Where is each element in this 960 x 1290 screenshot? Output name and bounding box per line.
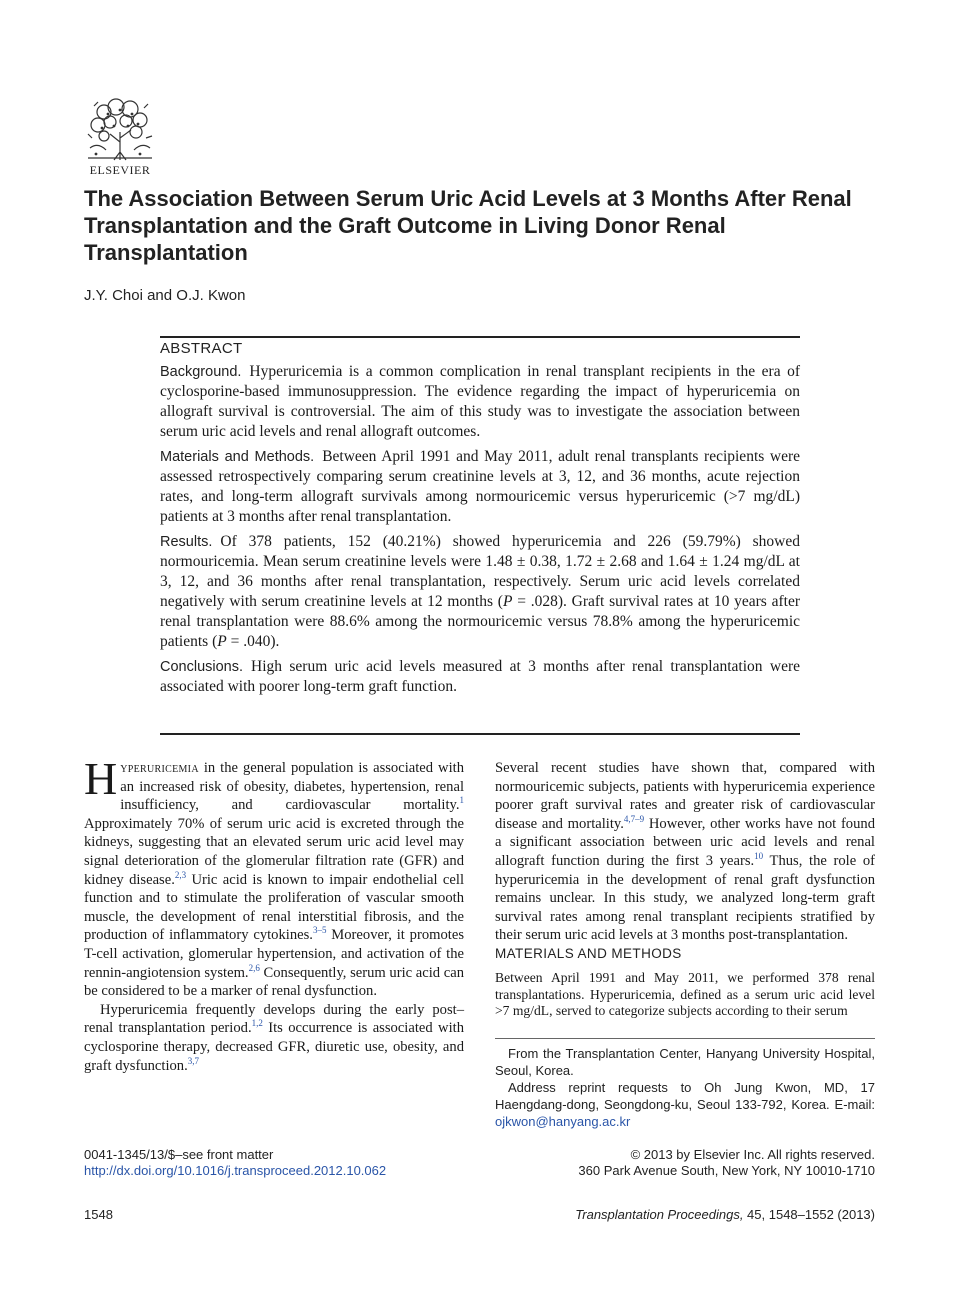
- doi-link[interactable]: http://dx.doi.org/10.1016/j.transproceed.2012.10.062: [84, 1163, 387, 1178]
- p-value-symbol: P: [502, 593, 513, 610]
- abstract-conclusions-label: Conclusions.: [160, 659, 244, 675]
- citation-link[interactable]: 3–5: [312, 925, 327, 936]
- elsevier-logo: [84, 98, 156, 178]
- article-title: The Association Between Serum Uric Acid Levels at 3 Months After Renal Transplantation and the Graft Outcome in Living Donor Renal Transplantation: [84, 186, 852, 265]
- elsevier-tree-icon: [84, 98, 156, 162]
- citation-link[interactable]: 1: [459, 795, 464, 806]
- journal-name: Transplantation Proceedings,: [575, 1207, 744, 1222]
- body-text: Approximately 70% of serum uric acid is excreted through the kidneys, suggesting that an elevated serum uric acid level may signal deterioration of the glomerular filtration rate (GFR) and kidney disease.: [84, 815, 464, 888]
- body-paragraph-2: [84, 1001, 464, 1075]
- affiliation-reprint: [495, 1079, 875, 1130]
- reprint-text: Address reprint requests to Oh Jung Kwon, MD, 17 Haengdang-dong, Seongdong-ku, Seoul 133-792, Korea. E-mail:: [495, 1080, 875, 1112]
- abstract-background: [160, 362, 800, 442]
- publisher-address: 360 Park Avenue South, New York, NY 10010-1710: [578, 1163, 875, 1178]
- abstract-background-label: Background.: [160, 364, 242, 380]
- affiliation-from: From the Transplantation Center, Hanyang University Hospital, Seoul, Korea.: [495, 1046, 875, 1078]
- abstract-results-label: Results.: [160, 534, 213, 550]
- body-text: Thus, the role of hyperuricemia in the development of renal graft dysfunction remains unclear. In this study, we analyzed long-term graft survival rates among renal transplant recipients stratified by their serum uric acid levels at 3 months post-transplantation.: [495, 852, 876, 944]
- abstract-conclusions-text: High serum uric acid levels measured at 3 months after renal transplantation were associated with poorer long-term graft function.: [160, 658, 800, 695]
- body-text: Moreover, it promotes T-cell activation, glomerular hypertension, and activation of the rennin-angiotension system.: [84, 927, 464, 981]
- abstract-results-text: = .040).: [226, 633, 280, 650]
- citation-link[interactable]: 3,7: [187, 1055, 200, 1066]
- citation-link[interactable]: 1,2: [251, 1018, 263, 1029]
- methods-paragraph: Between April 1991 and May 2011, we performed 378 renal transplantations. Hyperuricemia, defined as a serum uric acid level >7 mg/dL, served to categorize subjects according to their serum: [495, 970, 875, 1018]
- abstract-results-text: Of 378 patients, 152 (40.21%) showed hyperuricemia and 226 (59.79%) showed normouricemia. Mean serum creatinine levels were 1.48 ± 0.38, 1.72 ± 2.68 and 1.64 ± 1.24 mg/dL at 3, 12, and 36 months after renal transplantation, respectively. Serum uric acid levels correlated negatively with serum creatinine levels at 12 months (: [160, 533, 800, 610]
- body-text: Uric acid is known to impair endothelial cell function and to stimulate the proliferation of vascular smooth muscle, the development of renal interstitial fibrosis, and the production of inflammatory cytokines.: [84, 871, 464, 944]
- elsevier-wordmark: ELSEVIER: [89, 163, 151, 177]
- abstract-methods: [160, 447, 800, 527]
- abstract-methods-text: Between April 1991 and May 2011, adult renal transplants recipients were assessed retrospectively comparing serum creatinine levels at 3, 12, and 36 months, acute rejection rates, and long-term allograft survivals among normouricemic versus hyperuricemic (>7 mg/dL) patients at 3 months after renal transplantation.: [160, 448, 801, 525]
- citation-link[interactable]: 4,7–9: [623, 813, 645, 824]
- citation-link[interactable]: 2,3: [174, 869, 187, 880]
- abstract-top-rule: [160, 336, 800, 338]
- journal-citation: [575, 1207, 875, 1222]
- email-link[interactable]: ojkwon@hanyang.ac.kr: [495, 1114, 631, 1129]
- abstract-heading: ABSTRACT: [160, 340, 243, 357]
- section-heading-methods: MATERIALS AND METHODS: [495, 946, 682, 961]
- p-value-symbol: P: [217, 633, 227, 650]
- abstract: [160, 340, 800, 702]
- copyright-line: © 2013 by Elsevier Inc. All rights reserved.: [630, 1147, 875, 1162]
- body-text: Several recent studies have shown that, compared with normouricemic subjects, patients with hyperuricemia experience poorer graft survival rates and greater risk of cardiovascular disease and mortality.: [495, 760, 875, 832]
- footer-right: [578, 1147, 875, 1179]
- body-right-column: [495, 759, 875, 945]
- body-paragraph-1: [84, 753, 464, 1001]
- intro-smallcaps: yperuricemia: [120, 760, 199, 776]
- issn-line: 0041-1345/13/$–see front matter: [84, 1147, 274, 1162]
- citation-link[interactable]: 10: [754, 850, 764, 861]
- journal-volume-pages: 45, 1548–1552 (2013): [743, 1207, 875, 1222]
- body-text: in the general population is associated with an increased risk of obesity, diabetes, hypertension, renal insufficiency, and cardiovascular mortality.: [120, 760, 464, 814]
- page-number: 1548: [84, 1207, 113, 1222]
- drop-cap: H: [84, 753, 118, 804]
- abstract-methods-label: Materials and Methods.: [160, 449, 315, 465]
- body-text: However, other works have not found a significant association between uric acid levels and renal allograft function during the first 3 years.: [495, 815, 875, 869]
- affiliation-footnote: [495, 1045, 875, 1130]
- abstract-bottom-rule: [160, 733, 800, 735]
- article-authors: J.Y. Choi and O.J. Kwon: [84, 287, 246, 304]
- body-text: Consequently, serum uric acid can be considered to be a marker of renal dysfunction.: [84, 964, 464, 1000]
- abstract-background-text: Hyperuricemia is a common complication in renal transplant recipients in the era of cyclosporine-based immunosuppression. The evidence regarding the impact of hyperuricemia on allograft survival is controversial. The aim of this study was to investigate the association between serum uric acid levels and renal allograft outcomes.: [160, 363, 800, 440]
- body-text: Hyperuricemia frequently develops during the early post–renal transplantation period.: [84, 1001, 464, 1037]
- body-right-column-methods: [495, 970, 875, 1020]
- body-paragraph-2-continued: [495, 759, 875, 945]
- footer-left: [84, 1147, 386, 1179]
- footnote-rule: [495, 1038, 875, 1039]
- body-left-column: [84, 753, 464, 1075]
- abstract-conclusions: [160, 657, 800, 697]
- abstract-results: [160, 532, 800, 652]
- body-text: Its occurrence is associated with cyclosporine therapy, decreased GFR, diuretic use, obesity, and graft dysfunction.: [84, 1020, 464, 1074]
- abstract-results-text: = .028). Graft survival rates at 10 years after renal transplantation were 88.6% among the normouricemic versus 78.8% among the hyperuricemic patients (: [160, 593, 800, 650]
- citation-link[interactable]: 2,6: [248, 962, 260, 973]
